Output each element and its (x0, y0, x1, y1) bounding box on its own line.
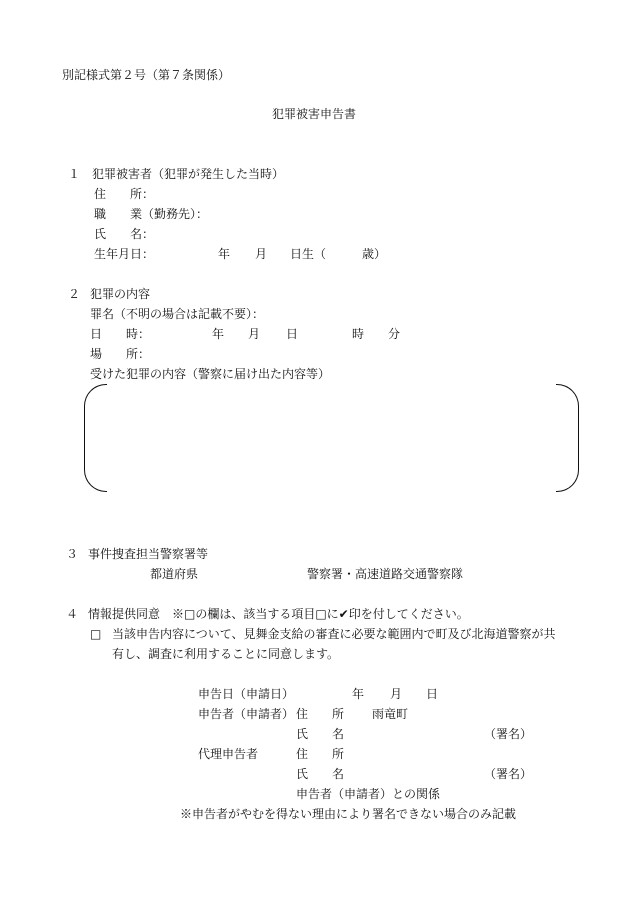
prefecture-unit: 都道府県 (150, 567, 199, 581)
form-title: 犯罪被害申告書 (272, 107, 357, 121)
consent-checkbox[interactable]: □ (90, 627, 102, 641)
crime-name-label: 罪名（不明の場合は記載不要）： (90, 307, 265, 321)
content-box-right-bracket (556, 384, 579, 492)
section4-heading: 情報提供同意 ※□の欄は、該当する項目□に✔印を付してください。 (88, 607, 469, 621)
agent-address-label: 住 所 (296, 747, 345, 761)
victim-dob-label: 生年月日： (94, 247, 155, 261)
consent-text-line2: 有し、調査に利用することに同意します。 (112, 647, 340, 661)
application-day-unit: 日 (426, 687, 439, 701)
crime-hour-unit: 時 (352, 327, 365, 341)
applicant-address-value: 雨竜町 (372, 707, 409, 721)
crime-place-label: 場 所： (90, 347, 151, 361)
application-month-unit: 月 (390, 687, 403, 701)
section2-heading: 犯罪の内容 (90, 287, 151, 301)
section3-heading: 事件捜査担当警察署等 (88, 547, 209, 561)
application-date-label: 申告日（申請日） (198, 687, 295, 701)
crime-datetime-label: 日 時： (90, 327, 151, 341)
dob-day-unit: 日生（ (290, 247, 327, 261)
consent-text-line1: 当該申告内容について、見舞金支給の審査に必要な範囲内で町及び北海道警察が共 (112, 627, 556, 641)
crime-minute-unit: 分 (388, 327, 401, 341)
application-year-unit: 年 (352, 687, 365, 701)
form-number: 別記様式第２号（第７条関係） (62, 68, 231, 82)
victim-occupation-label: 職 業（勤務先）： (94, 207, 209, 221)
dob-year-unit: 年 (218, 247, 231, 261)
applicant-address-label: 住 所 (296, 707, 345, 721)
signature-note: ※申告者がやむを得ない理由により署名できない場合のみ記載 (180, 807, 517, 821)
agent-name-label: 氏 名 (296, 767, 345, 781)
victim-address-label: 住 所： (94, 187, 155, 201)
applicant-label: 申告者（申請者） (198, 707, 295, 721)
agent-signature-mark: （署名） (484, 767, 533, 781)
section3-number: ３ (66, 547, 79, 561)
crime-content-label: 受けた犯罪の内容（警察に届け出た内容等） (90, 367, 331, 381)
crime-day-unit: 日 (286, 327, 299, 341)
crime-year-unit: 年 (212, 327, 225, 341)
section1-number: １ (68, 167, 81, 181)
police-station-unit: 警察署・高速道路交通警察隊 (307, 567, 464, 581)
victim-name-label: 氏 名： (94, 227, 155, 241)
content-box-left-bracket (84, 384, 107, 492)
dob-month-unit: 月 (255, 247, 268, 261)
crime-month-unit: 月 (248, 327, 261, 341)
applicant-name-label: 氏 名 (296, 727, 345, 741)
applicant-signature-mark: （署名） (484, 727, 533, 741)
dob-age-unit: 歳） (362, 247, 387, 261)
section2-number: ２ (68, 287, 81, 301)
agent-relation-label: 申告者（申請者）との関係 (296, 787, 441, 801)
section1-heading: 犯罪被害者（犯罪が発生した当時） (92, 167, 285, 181)
section4-number: ４ (66, 607, 79, 621)
agent-label: 代理申告者 (198, 747, 259, 761)
